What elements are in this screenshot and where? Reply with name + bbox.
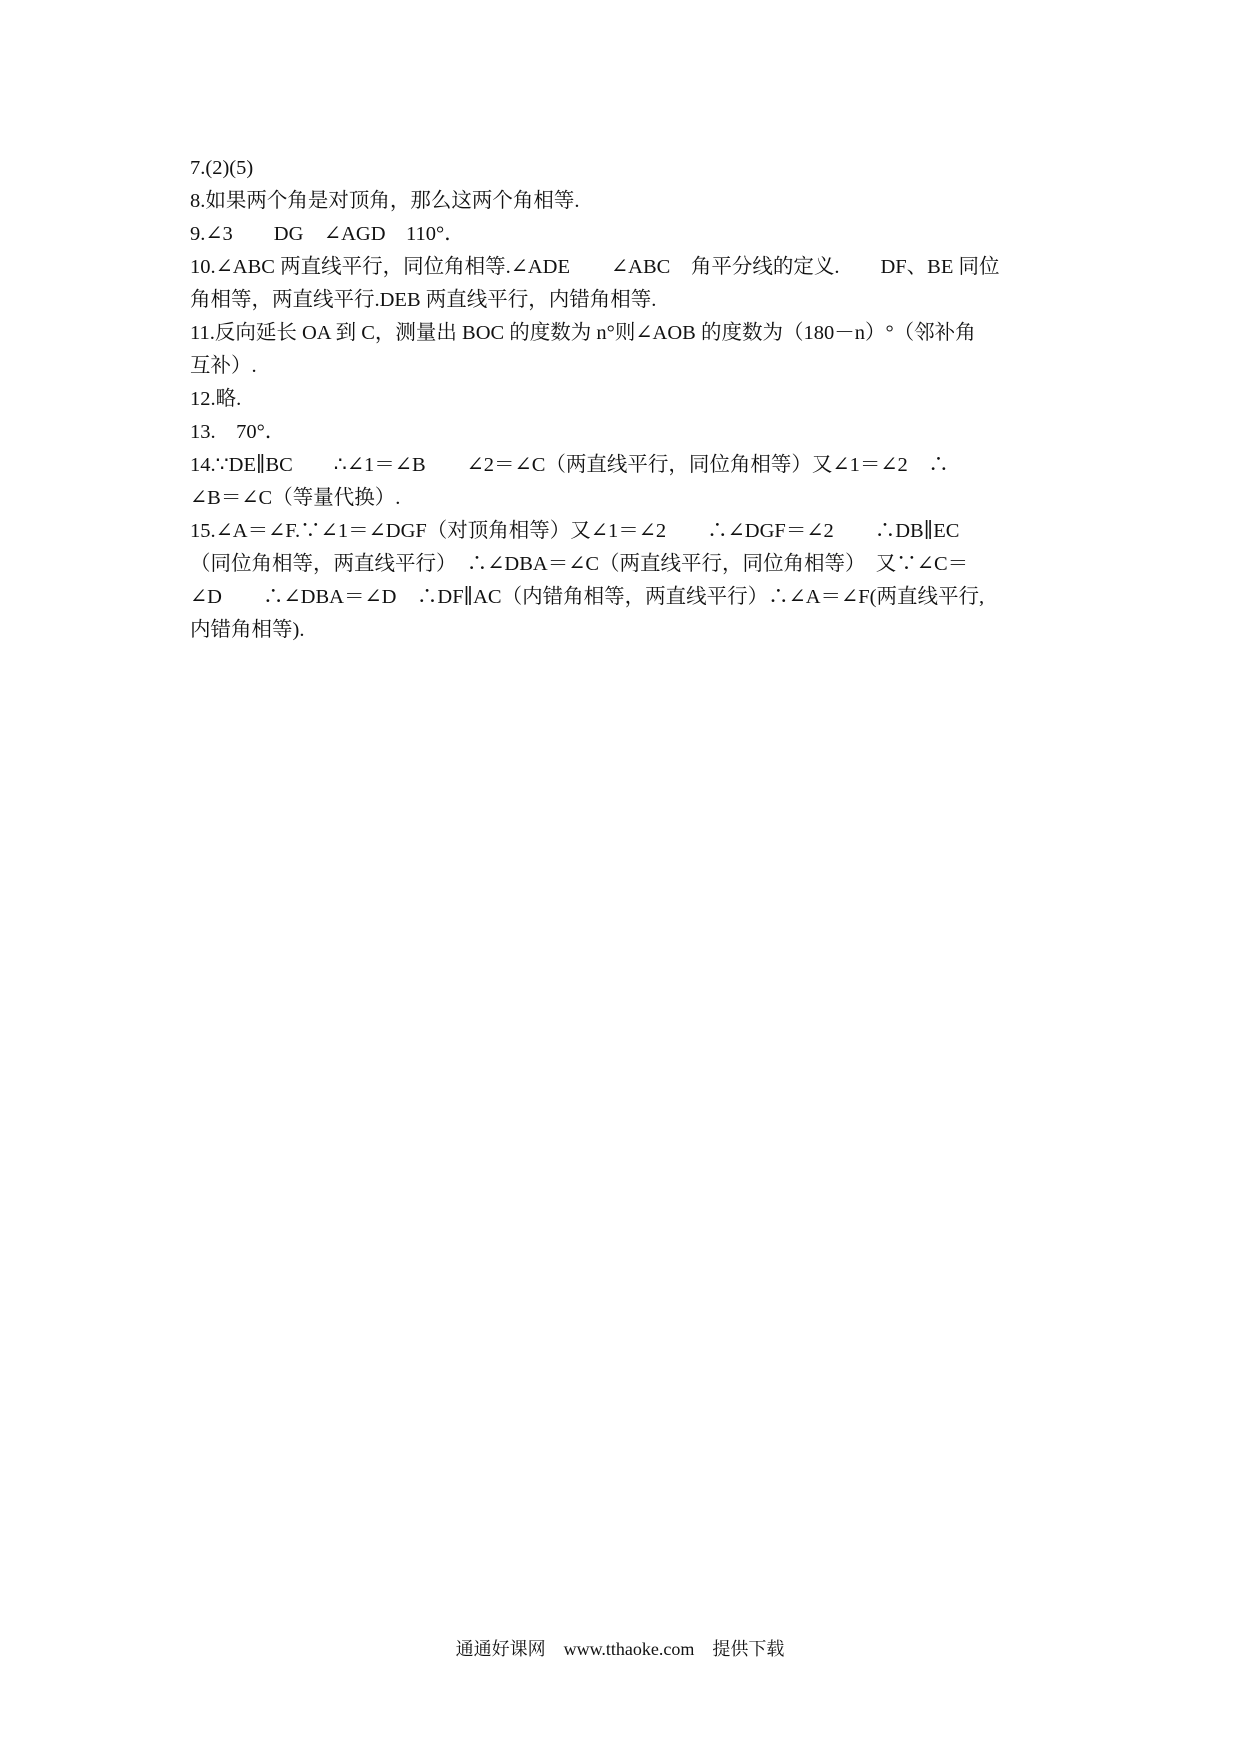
answer-line: 12.略. (190, 388, 242, 410)
answer-line: 内错角相等). (190, 619, 305, 641)
answer-line: （同位角相等，两直线平行） ∴∠DBA＝∠C（两直线平行，同位角相等） 又∵∠C＝ (190, 553, 969, 575)
answer-line: 14.∵DE∥BC ∴∠1＝∠B ∠2＝∠C（两直线平行，同位角相等）又∠1＝∠2 ∴ (190, 454, 949, 476)
answer-line: 15.∠A＝∠F.∵∠1＝∠DGF（对顶角相等）又∠1＝∠2 ∴∠DGF＝∠2 ∴DB∥EC (190, 520, 960, 542)
answer-line: 9.∠3 DG ∠AGD 110°． (190, 223, 465, 245)
answer-line: ∠D ∴∠DBA＝∠D ∴DF∥AC（内错角相等，两直线平行）∴∠A＝∠F(两直线平行, (190, 586, 985, 608)
answer-line: ∠B＝∠C（等量代换）. (190, 487, 401, 509)
answer-list (190, 152, 1065, 647)
answer-line: 7.(2)(5) (190, 157, 254, 179)
page-footer: 通通好课网 www.tthaoke.com 提供下载 (455, 1639, 785, 1659)
answer-line: 角相等，两直线平行.DEB 两直线平行，内错角相等. (190, 289, 657, 311)
answer-line: 10.∠ABC 两直线平行，同位角相等.∠ADE ∠ABC 角平分线的定义. DF、BE 同位 (190, 256, 1000, 278)
answer-line: 11.反向延长 OA 到 C，测量出 BOC 的度数为 n°则∠AOB 的度数为（180－n）°（邻补角 (190, 322, 976, 344)
answer-line: 8.如果两个角是对顶角，那么这两个角相等. (190, 190, 580, 212)
answer-line: 13. 70°． (190, 421, 286, 443)
answer-line: 互补）. (190, 355, 257, 377)
